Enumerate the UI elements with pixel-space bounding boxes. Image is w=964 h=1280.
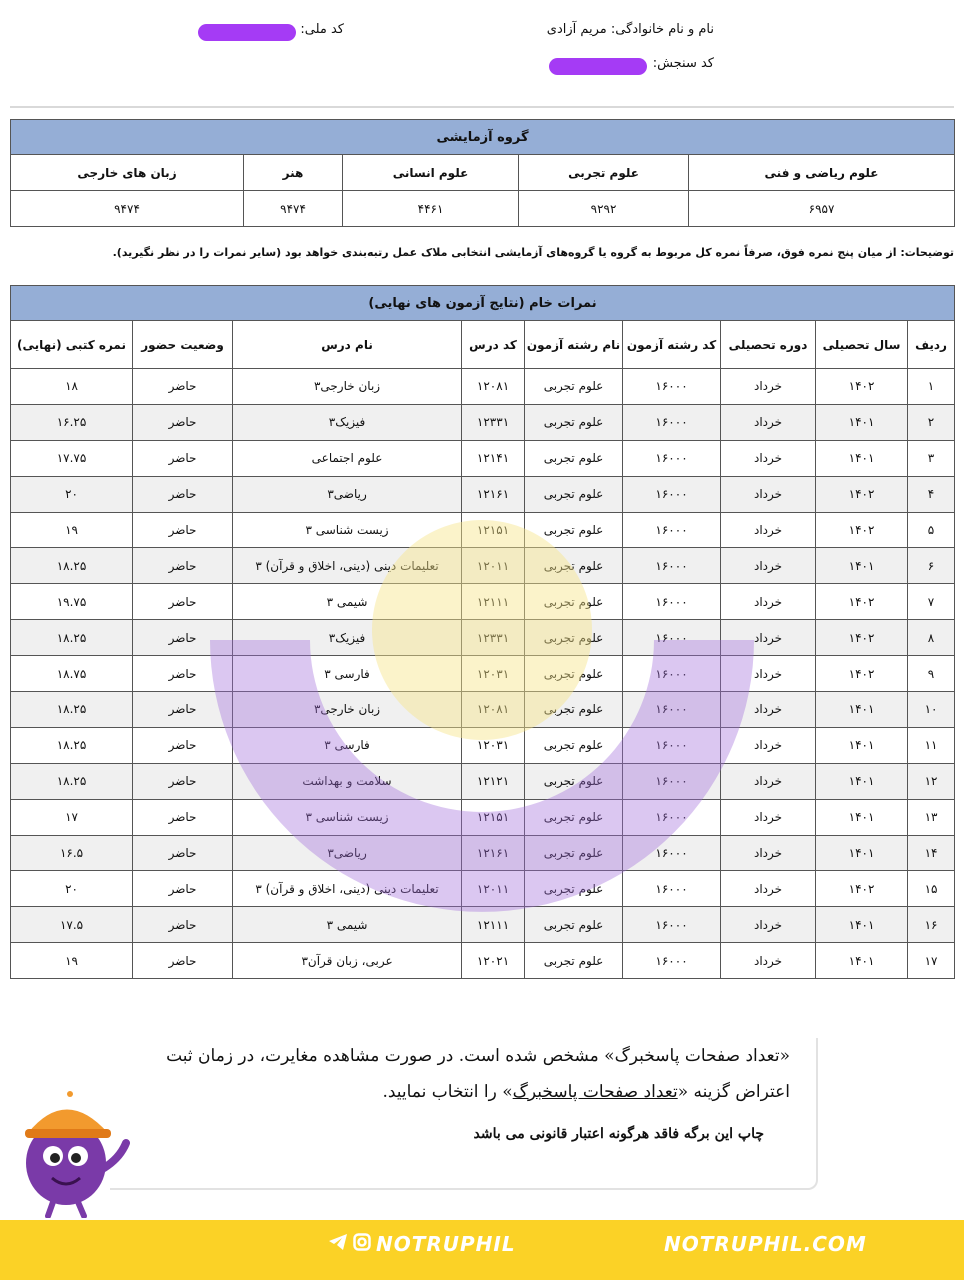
table-row	[11, 404, 955, 440]
field-name: علوم تجربی	[525, 369, 623, 405]
group-score: ۹۴۷۴	[11, 191, 244, 227]
field-code: ۱۶۰۰۰	[623, 404, 721, 440]
row-number: ۹	[908, 656, 955, 692]
field-code: ۱۶۰۰۰	[623, 907, 721, 943]
field-name: علوم تجربی	[525, 835, 623, 871]
written-score: ۱۷	[11, 799, 133, 835]
term: خرداد	[721, 727, 816, 763]
course-code: ۱۲۱۴۱	[462, 440, 525, 476]
group-col-header: علوم انسانی	[343, 155, 519, 191]
field-name: علوم تجربی	[525, 548, 623, 584]
course-code: ۱۲۰۱۱	[462, 871, 525, 907]
course-name: فیزیک۳	[233, 620, 462, 656]
course-name: فارسی ۳	[233, 727, 462, 763]
term: خرداد	[721, 548, 816, 584]
table-row	[11, 584, 955, 620]
written-score: ۱۶.۵	[11, 835, 133, 871]
field-name: علوم تجربی	[525, 440, 623, 476]
course-code: ۱۲۳۳۱	[462, 404, 525, 440]
field-name: علوم تجربی	[525, 943, 623, 979]
field-name: علوم تجربی	[525, 907, 623, 943]
row-number: ۲	[908, 404, 955, 440]
attendance-status: حاضر	[133, 943, 233, 979]
term: خرداد	[721, 369, 816, 405]
written-score: ۱۸	[11, 369, 133, 405]
table-row	[11, 369, 955, 405]
group-col-header: هنر	[244, 155, 343, 191]
field-name: علوم تجربی	[525, 476, 623, 512]
col-header-field-name: نام رشته آزمون	[525, 321, 623, 369]
table-row	[11, 943, 955, 979]
footer-bar	[0, 1220, 964, 1280]
exam-code-redaction	[549, 58, 647, 75]
academic-year: ۱۴۰۲	[816, 476, 908, 512]
course-name: فارسی ۳	[233, 656, 462, 692]
row-number: ۷	[908, 584, 955, 620]
course-name: زیست شناسی ۳	[233, 512, 462, 548]
course-name: تعلیمات دینی (دینی، اخلاق و قرآن) ۳	[233, 871, 462, 907]
row-number: ۱۱	[908, 727, 955, 763]
academic-year: ۱۴۰۱	[816, 404, 908, 440]
attendance-status: حاضر	[133, 369, 233, 405]
attendance-status: حاضر	[133, 620, 233, 656]
group-score-table	[10, 119, 955, 227]
field-code: ۱۶۰۰۰	[623, 512, 721, 548]
name-label: نام و نام خانوادگی:	[610, 22, 714, 37]
attendance-status: حاضر	[133, 799, 233, 835]
table-row	[11, 620, 955, 656]
row-number: ۴	[908, 476, 955, 512]
written-score: ۱۸.۲۵	[11, 727, 133, 763]
course-code: ۱۲۱۱۱	[462, 584, 525, 620]
term: خرداد	[721, 656, 816, 692]
name-field	[547, 22, 714, 37]
course-code: ۱۲۳۳۱	[462, 620, 525, 656]
course-name: تعلیمات دینی (دینی، اخلاق و قرآن) ۳	[233, 548, 462, 584]
row-number: ۱۲	[908, 763, 955, 799]
course-name: علوم اجتماعی	[233, 440, 462, 476]
table-row	[11, 763, 955, 799]
term: خرداد	[721, 620, 816, 656]
notice-line-1: «تعداد صفحات پاسخبرگ» مشخص شده است. در صورت مشاهده مغایرت، در زمان ثبت	[166, 1046, 790, 1066]
attendance-status: حاضر	[133, 548, 233, 584]
academic-year: ۱۴۰۱	[816, 548, 908, 584]
row-number: ۱۶	[908, 907, 955, 943]
instagram-icon[interactable]	[353, 1233, 371, 1251]
course-code: ۱۲۰۱۱	[462, 548, 525, 584]
course-name: سلامت و بهداشت	[233, 763, 462, 799]
field-code: ۱۶۰۰۰	[623, 369, 721, 405]
attendance-status: حاضر	[133, 512, 233, 548]
notice-link: تعداد صفحات پاسخبرگ	[512, 1082, 678, 1102]
written-score: ۱۸.۲۵	[11, 692, 133, 728]
field-code: ۱۶۰۰۰	[623, 656, 721, 692]
field-code: ۱۶۰۰۰	[623, 871, 721, 907]
course-code: ۱۲۱۶۱	[462, 835, 525, 871]
field-name: علوم تجربی	[525, 584, 623, 620]
term: خرداد	[721, 476, 816, 512]
course-code: ۱۲۰۳۱	[462, 727, 525, 763]
row-number: ۱۰	[908, 692, 955, 728]
row-number: ۱۳	[908, 799, 955, 835]
group-score: ۹۴۷۴	[244, 191, 343, 227]
col-header-term: دوره تحصیلی	[721, 321, 816, 369]
field-name: علوم تجربی	[525, 512, 623, 548]
table-row	[11, 727, 955, 763]
term: خرداد	[721, 943, 816, 979]
written-score: ۲۰	[11, 871, 133, 907]
group-score: ۶۹۵۷	[689, 191, 955, 227]
term: خرداد	[721, 907, 816, 943]
field-name: علوم تجربی	[525, 620, 623, 656]
table-row	[11, 692, 955, 728]
course-code: ۱۲۱۵۱	[462, 799, 525, 835]
row-number: ۶	[908, 548, 955, 584]
attendance-status: حاضر	[133, 692, 233, 728]
term: خرداد	[721, 763, 816, 799]
academic-year: ۱۴۰۱	[816, 727, 908, 763]
group-score: ۹۲۹۲	[519, 191, 689, 227]
written-score: ۱۹	[11, 512, 133, 548]
term: خرداد	[721, 692, 816, 728]
academic-year: ۱۴۰۲	[816, 512, 908, 548]
table-row	[11, 548, 955, 584]
group-score: ۴۴۶۱	[343, 191, 519, 227]
exam-code-label: کد سنجش:	[652, 56, 714, 71]
table-row	[11, 656, 955, 692]
academic-year: ۱۴۰۱	[816, 440, 908, 476]
field-code: ۱۶۰۰۰	[623, 584, 721, 620]
field-name: علوم تجربی	[525, 763, 623, 799]
written-score: ۱۸.۲۵	[11, 548, 133, 584]
academic-year: ۱۴۰۱	[816, 763, 908, 799]
field-name: علوم تجربی	[525, 871, 623, 907]
telegram-icon[interactable]	[328, 1233, 348, 1251]
academic-year: ۱۴۰۱	[816, 835, 908, 871]
attendance-status: حاضر	[133, 404, 233, 440]
table-row	[11, 512, 955, 548]
national-code-redaction	[198, 24, 296, 41]
table-row	[11, 907, 955, 943]
course-code: ۱۲۰۸۱	[462, 692, 525, 728]
table-row	[11, 440, 955, 476]
field-code: ۱۶۰۰۰	[623, 440, 721, 476]
course-code: ۱۲۱۶۱	[462, 476, 525, 512]
national-code-label: کد ملی:	[300, 22, 344, 37]
group-table-title: گروه آزمایشی	[11, 120, 955, 155]
written-score: ۱۹	[11, 943, 133, 979]
written-score: ۱۸.۲۵	[11, 763, 133, 799]
row-number: ۱۴	[908, 835, 955, 871]
course-code: ۱۲۰۸۱	[462, 369, 525, 405]
academic-year: ۱۴۰۲	[816, 656, 908, 692]
academic-year: ۱۴۰۱	[816, 907, 908, 943]
course-code: ۱۲۱۲۱	[462, 763, 525, 799]
field-name: علوم تجربی	[525, 692, 623, 728]
header-divider	[10, 106, 954, 108]
attendance-status: حاضر	[133, 727, 233, 763]
group-col-header: علوم ریاضی و فنی	[689, 155, 955, 191]
table-row	[11, 476, 955, 512]
academic-year: ۱۴۰۱	[816, 692, 908, 728]
legal-warning: چاپ این برگه فاقد هرگونه اعتبار قانونی می باشد	[473, 1126, 764, 1142]
field-name: علوم تجربی	[525, 656, 623, 692]
course-name: زبان خارجی۳	[233, 369, 462, 405]
field-code: ۱۶۰۰۰	[623, 620, 721, 656]
attendance-status: حاضر	[133, 871, 233, 907]
col-header-course-code: کد درس	[462, 321, 525, 369]
course-name: شیمی ۳	[233, 584, 462, 620]
course-name: ریاضی۳	[233, 476, 462, 512]
table-row	[11, 871, 955, 907]
written-score: ۱۶.۲۵	[11, 404, 133, 440]
written-score: ۱۷.۵	[11, 907, 133, 943]
row-number: ۱	[908, 369, 955, 405]
attendance-status: حاضر	[133, 907, 233, 943]
written-score: ۲۰	[11, 476, 133, 512]
score-table-title: نمرات خام (نتایج آزمون های نهایی)	[11, 286, 955, 321]
explanation-note: توضیحات: از میان پنج نمره فوق، صرفاً نمره کل مربوط به گروه یا گروه‌های آزمایشی انتخابی ملاک عمل رتبه‌بندی خواهد بود (سایر نمرات را در نظر نگیرید).	[112, 246, 954, 259]
group-col-header: زبان های خارجی	[11, 155, 244, 191]
footer-website[interactable]: NOTRUPHIL.COM	[664, 1232, 867, 1256]
term: خرداد	[721, 835, 816, 871]
course-code: ۱۲۱۵۱	[462, 512, 525, 548]
col-header-year: سال تحصیلی	[816, 321, 908, 369]
academic-year: ۱۴۰۱	[816, 799, 908, 835]
table-row	[11, 799, 955, 835]
academic-year: ۱۴۰۲	[816, 369, 908, 405]
course-name: زیست شناسی ۳	[233, 799, 462, 835]
term: خرداد	[721, 404, 816, 440]
col-header-field-code: کد رشته آزمون	[623, 321, 721, 369]
field-code: ۱۶۰۰۰	[623, 835, 721, 871]
written-score: ۱۸.۲۵	[11, 620, 133, 656]
term: خرداد	[721, 440, 816, 476]
written-score: ۱۷.۷۵	[11, 440, 133, 476]
field-name: علوم تجربی	[525, 799, 623, 835]
field-code: ۱۶۰۰۰	[623, 763, 721, 799]
course-name: ریاضی۳	[233, 835, 462, 871]
written-score: ۱۹.۷۵	[11, 584, 133, 620]
term: خرداد	[721, 799, 816, 835]
academic-year: ۱۴۰۲	[816, 584, 908, 620]
field-name: علوم تجربی	[525, 404, 623, 440]
attendance-status: حاضر	[133, 656, 233, 692]
field-code: ۱۶۰۰۰	[623, 727, 721, 763]
attendance-status: حاضر	[133, 584, 233, 620]
field-code: ۱۶۰۰۰	[623, 799, 721, 835]
col-header-row-number: ردیف	[908, 321, 955, 369]
row-number: ۵	[908, 512, 955, 548]
term: خرداد	[721, 584, 816, 620]
course-name: زبان خارجی۳	[233, 692, 462, 728]
table-row	[11, 835, 955, 871]
academic-year: ۱۴۰۱	[816, 943, 908, 979]
footer-handle[interactable]: NOTRUPHIL	[376, 1232, 516, 1256]
mascot-illustration	[18, 1088, 133, 1218]
row-number: ۸	[908, 620, 955, 656]
academic-year: ۱۴۰۲	[816, 620, 908, 656]
attendance-status: حاضر	[133, 476, 233, 512]
attendance-status: حاضر	[133, 440, 233, 476]
col-header-written-score: نمره کتبی (نهایی)	[11, 321, 133, 369]
field-code: ۱۶۰۰۰	[623, 548, 721, 584]
field-code: ۱۶۰۰۰	[623, 692, 721, 728]
group-col-header: علوم تجربی	[519, 155, 689, 191]
course-name: شیمی ۳	[233, 907, 462, 943]
row-number: ۳	[908, 440, 955, 476]
course-code: ۱۲۰۳۱	[462, 656, 525, 692]
notice-line-2: اعتراض گزینه «تعداد صفحات پاسخبرگ» را انتخاب نمایید.	[382, 1082, 790, 1102]
attendance-status: حاضر	[133, 763, 233, 799]
course-code: ۱۲۱۱۱	[462, 907, 525, 943]
col-header-attendance: وضعیت حضور	[133, 321, 233, 369]
attendance-status: حاضر	[133, 835, 233, 871]
course-name: عربی، زبان قرآن۳	[233, 943, 462, 979]
raw-scores-table	[10, 285, 955, 979]
name-value: مریم آزادی	[546, 22, 607, 37]
term: خرداد	[721, 512, 816, 548]
written-score: ۱۸.۷۵	[11, 656, 133, 692]
field-name: علوم تجربی	[525, 727, 623, 763]
term: خرداد	[721, 871, 816, 907]
course-code: ۱۲۰۲۱	[462, 943, 525, 979]
academic-year: ۱۴۰۲	[816, 871, 908, 907]
row-number: ۱۵	[908, 871, 955, 907]
field-code: ۱۶۰۰۰	[623, 476, 721, 512]
course-name: فیزیک۳	[233, 404, 462, 440]
row-number: ۱۷	[908, 943, 955, 979]
field-code: ۱۶۰۰۰	[623, 943, 721, 979]
col-header-course-name: نام درس	[233, 321, 462, 369]
